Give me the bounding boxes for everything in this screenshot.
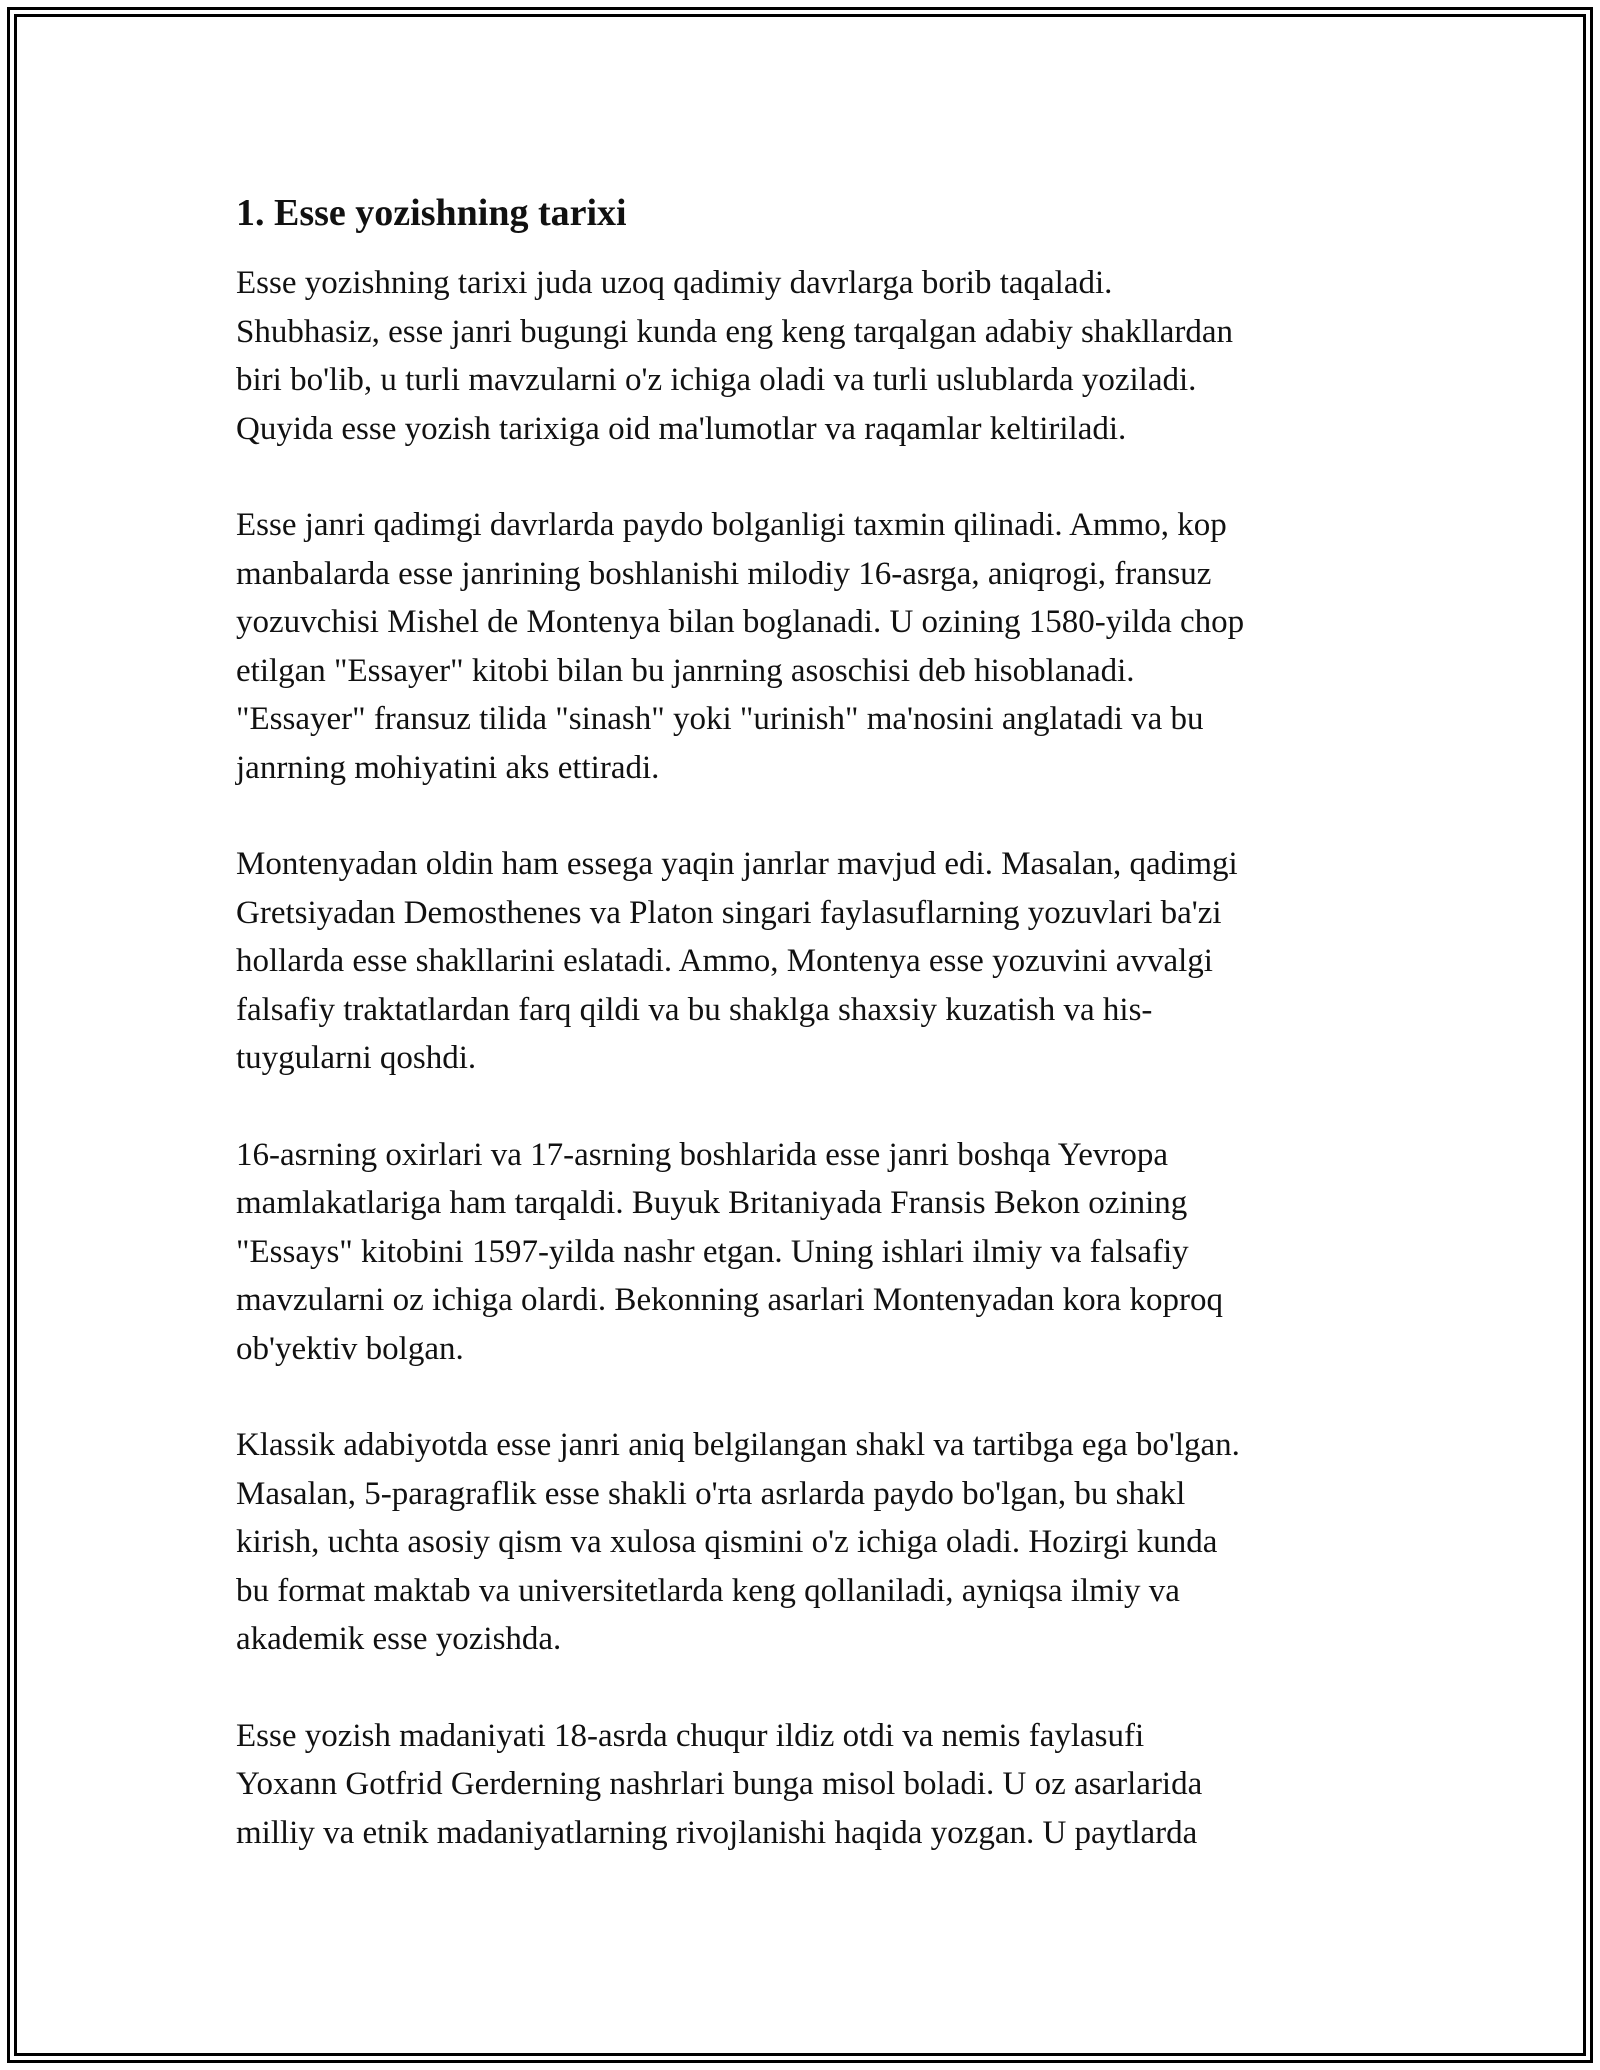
paragraph-2: Esse janri qadimgi davrlarda paydo bolganligi taxmin qilinadi. Ammo, kop manbalarda esse janrining boshlanishi milodiy 16-asrga, aniqrogi, fransuz yozuvchisi Mishel de Montenya bilan boglanadi. U ozining 1580-yilda chop etilgan "Essayer" kitobi bilan bu janrning asoschisi deb hisoblanadi. "Essayer" fransuz tilida "sinash" yoki "urinish" ma'nosini anglatadi va bu janrning mohiyatini aks ettiradi. (236, 507, 1245, 786)
document-body (236, 185, 1386, 1905)
paragraph-3: Montenyadan oldin ham essega yaqin janrlar mavjud edi. Masalan, qadimgi Gretsiyadan Demosthenes va Platon singari faylasuflarning yozuvlari ba'zi hollarda esse shakllarini eslatadi. Ammo, Montenya esse yozuvini avvalgi falsafiy traktatlardan farq qildi va bu shaklga shaxsiy kuzatish va his- tuygularni qoshdi. (236, 846, 1238, 1076)
paragraph-6: Esse yozish madaniyati 18-asrda chuqur ildiz otdi va nemis faylasufi Yoxann Gotfrid Gerderning nashrlari bunga misol boladi. U oz asarlarida milliy va etnik madaniyatlarning rivojlanishi haqida yozgan. U paytlarda (236, 1717, 1203, 1851)
paragraph-1: Esse yozishning tarixi juda uzoq qadimiy davrlarga borib taqaladi. Shubhasiz, esse janri bugungi kunda eng keng tarqalgan adabiy shakllardan biri bo'lib, u turli mavzularni o'z ichiga oladi va turli uslublarda yoziladi. Quyida esse yozish tarixiga oid ma'lumotlar va raqamlar keltiriladi. (236, 265, 1234, 447)
paragraph-4: 16-asrning oxirlari va 17-asrning boshlarida esse janri boshqa Yevropa mamlakatlariga ham tarqaldi. Buyuk Britaniyada Fransis Bekon ozining "Essays" kitobini 1597-yilda nashr etgan. Uning ishlari ilmiy va falsafiy mavzularni oz ichiga olardi. Bekonning asarlari Montenyadan kora koproq ob'yektiv bolgan. (236, 1136, 1223, 1367)
paragraph-5: Klassik adabiyotda esse janri aniq belgilangan shakl va tartibga ega bo'lgan. Masalan, 5-paragraflik esse shakli o'rta asrlarda paydo bo'lgan, bu shakl kirish, uchta asosiy qism va xulosa qismini o'z ichiga oladi. Hozirgi kunda bu format maktab va universitetlarda keng qollaniladi, ayniqsa ilmiy va akademik esse yozishda. (236, 1427, 1240, 1657)
section-heading: 1. Esse yozishning tarixi (236, 192, 627, 234)
